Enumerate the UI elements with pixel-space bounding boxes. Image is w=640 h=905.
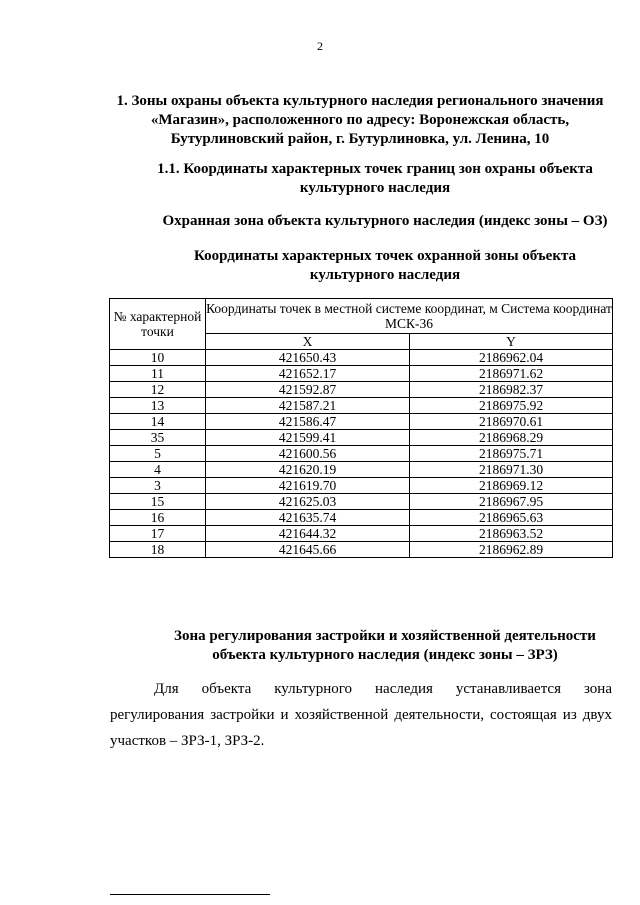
cell-n: 12 bbox=[110, 382, 206, 398]
cell-y: 2186971.30 bbox=[410, 462, 613, 478]
table-row bbox=[110, 430, 613, 446]
cell-y: 2186962.89 bbox=[410, 542, 613, 558]
cell-y: 2186965.63 bbox=[410, 510, 613, 526]
table-row bbox=[110, 510, 613, 526]
page-number: 2 bbox=[317, 39, 323, 53]
header-point-number: № характерной точки bbox=[110, 299, 206, 350]
table-row bbox=[110, 542, 613, 558]
cell-x: 421592.87 bbox=[206, 382, 410, 398]
cell-x: 421650.43 bbox=[206, 350, 410, 366]
cell-y: 2186975.92 bbox=[410, 398, 613, 414]
cell-n: 17 bbox=[110, 526, 206, 542]
table-row bbox=[110, 414, 613, 430]
cell-y: 2186962.04 bbox=[410, 350, 613, 366]
cell-n: 35 bbox=[110, 430, 206, 446]
cell-y: 2186969.12 bbox=[410, 478, 613, 494]
protection-zone-title: Охранная зона объекта культурного наследия (индекс зоны – ОЗ) bbox=[162, 213, 608, 229]
cell-n: 16 bbox=[110, 510, 206, 526]
cell-y: 2186967.95 bbox=[410, 494, 613, 510]
table-row bbox=[110, 494, 613, 510]
cell-n: 10 bbox=[110, 350, 206, 366]
table-row bbox=[110, 446, 613, 462]
cell-n: 11 bbox=[110, 366, 206, 382]
cell-y: 2186968.29 bbox=[410, 430, 613, 446]
cell-x: 421599.41 bbox=[206, 430, 410, 446]
cell-x: 421652.17 bbox=[206, 366, 410, 382]
cell-y: 2186971.62 bbox=[410, 366, 613, 382]
cell-n: 5 bbox=[110, 446, 206, 462]
cell-y: 2186982.37 bbox=[410, 382, 613, 398]
cell-y: 2186970.61 bbox=[410, 414, 613, 430]
cell-x: 421620.19 bbox=[206, 462, 410, 478]
cell-x: 421586.47 bbox=[206, 414, 410, 430]
header-y: Y bbox=[410, 334, 613, 350]
section-1-1-title: 1.1. Координаты характерных точек границ зон охраны объекта культурного наследия bbox=[157, 161, 593, 196]
table-row bbox=[110, 366, 613, 382]
cell-n: 18 bbox=[110, 542, 206, 558]
regulation-zone-title: Зона регулирования застройки и хозяйственной деятельности объекта культурного наследия (индекс зоны – ЗРЗ) bbox=[174, 628, 596, 663]
header-x: X bbox=[206, 334, 410, 350]
cell-x: 421600.56 bbox=[206, 446, 410, 462]
cell-x: 421645.66 bbox=[206, 542, 410, 558]
coordinates-table bbox=[109, 298, 613, 558]
cell-n: 4 bbox=[110, 462, 206, 478]
cell-x: 421619.70 bbox=[206, 478, 410, 494]
table-row bbox=[110, 462, 613, 478]
cell-x: 421635.74 bbox=[206, 510, 410, 526]
table-row bbox=[110, 478, 613, 494]
cell-y: 2186963.52 bbox=[410, 526, 613, 542]
coordinates-table-body bbox=[110, 350, 613, 558]
cell-n: 14 bbox=[110, 414, 206, 430]
table-row bbox=[110, 350, 613, 366]
regulation-paragraph: Для объекта культурного наследия устанавливается зона регулирования застройки и хозяйственной деятельности, состоящая из двух участков – ЗРЗ-1, ЗРЗ-2. bbox=[110, 681, 612, 749]
table-row bbox=[110, 382, 613, 398]
coords-table-title: Координаты характерных точек охранной зоны объекта культурного наследия bbox=[193, 248, 577, 283]
cell-n: 13 bbox=[110, 398, 206, 414]
cell-x: 421644.32 bbox=[206, 526, 410, 542]
table-row bbox=[110, 398, 613, 414]
footnote-divider bbox=[110, 894, 270, 895]
header-coordinate-system: Координаты точек в местной системе координат, м Система координат МСК-36 bbox=[206, 299, 613, 334]
section-1-title: 1. Зоны охраны объекта культурного наследия регионального значения «Магазин», расположенного по адресу: Воронежская область, Бутурлиновский район, г. Бутурлиновка, ул. Ленина, 10 bbox=[116, 93, 604, 147]
table-row bbox=[110, 526, 613, 542]
cell-n: 15 bbox=[110, 494, 206, 510]
cell-n: 3 bbox=[110, 478, 206, 494]
cell-y: 2186975.71 bbox=[410, 446, 613, 462]
cell-x: 421587.21 bbox=[206, 398, 410, 414]
cell-x: 421625.03 bbox=[206, 494, 410, 510]
